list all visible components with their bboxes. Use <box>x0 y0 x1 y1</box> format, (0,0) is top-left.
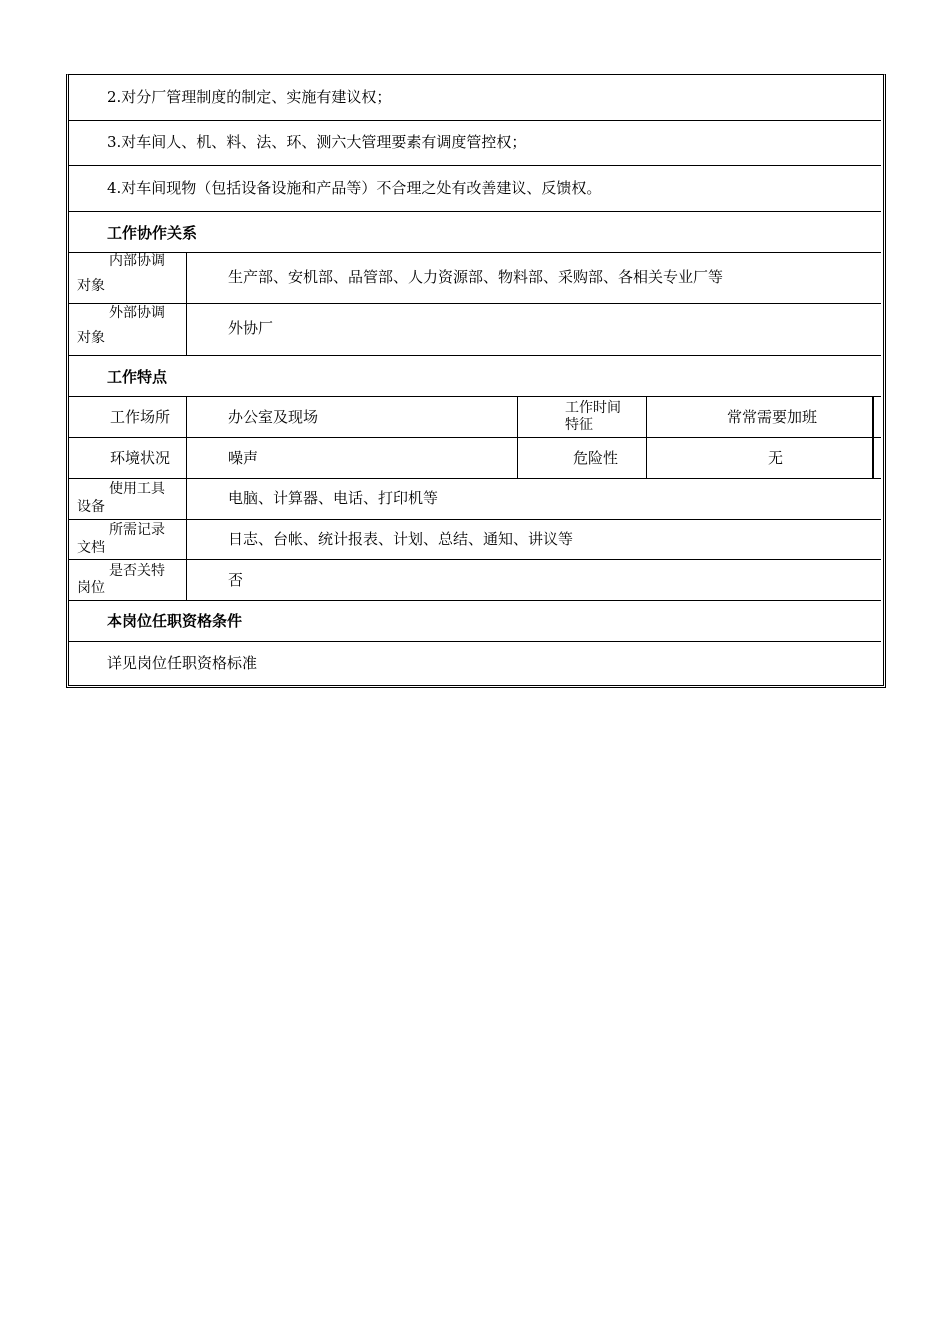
docs-label: 所需记录 <box>109 522 165 538</box>
job-description-table <box>66 74 886 688</box>
row-divider <box>69 252 881 253</box>
docs-label-cont: 文档 <box>77 540 105 556</box>
internal-label: 内部协调 <box>109 253 165 269</box>
column-divider <box>872 396 874 478</box>
external-label-cont: 对象 <box>77 330 105 346</box>
section-heading-cooperation: 工作协作关系 <box>107 224 198 242</box>
special-value: 否 <box>228 571 244 589</box>
tools-label-cont: 设备 <box>77 499 105 515</box>
row-divider <box>69 120 881 121</box>
tools-label: 使用工具 <box>109 481 165 497</box>
external-value: 外协厂 <box>228 319 274 337</box>
column-divider <box>517 396 518 478</box>
section-heading-qualification: 本岗位任职资格条件 <box>107 612 243 630</box>
column-divider <box>646 396 647 478</box>
right-item-3: 3.对车间人、机、料、法、环、测六大管理要素有调度管控权； <box>107 133 527 151</box>
column-divider <box>186 396 187 600</box>
right-item-4: 4.对车间现物（包括设备设施和产品等）不合理之处有改善建议、反馈权。 <box>107 179 602 197</box>
right-item-2: 2.对分厂管理制度的制定、实施有建议权； <box>107 88 392 106</box>
section-heading-features: 工作特点 <box>107 368 168 386</box>
row-divider <box>69 396 881 397</box>
column-divider <box>186 252 187 355</box>
row-divider <box>69 478 881 479</box>
danger-value: 无 <box>768 449 784 467</box>
place-label: 工作场所 <box>110 408 171 426</box>
place-value: 办公室及现场 <box>228 408 319 426</box>
row-divider <box>69 437 881 438</box>
env-value: 噪声 <box>228 449 259 467</box>
row-divider <box>69 355 881 356</box>
time-value: 常常需要加班 <box>727 408 818 426</box>
row-divider <box>69 641 881 642</box>
docs-value: 日志、台帐、统计报表、计划、总结、通知、讲议等 <box>228 530 574 548</box>
special-label-cont: 岗位 <box>77 580 105 596</box>
qualification-value: 详见岗位任职资格标准 <box>107 654 258 672</box>
internal-value: 生产部、安机部、品管部、人力资源部、物料部、采购部、各相关专业厂等 <box>228 268 724 286</box>
row-divider <box>69 559 881 560</box>
special-label: 是否关特 <box>109 563 165 579</box>
time-label-cont: 特征 <box>565 417 593 433</box>
danger-label: 危险性 <box>573 449 619 467</box>
external-label: 外部协调 <box>109 305 165 321</box>
tools-value: 电脑、计算器、电话、打印机等 <box>228 489 439 507</box>
row-divider <box>69 211 881 212</box>
time-label: 工作时间 <box>565 400 621 416</box>
row-divider <box>69 303 881 304</box>
internal-label-cont: 对象 <box>77 278 105 294</box>
row-divider <box>69 519 881 520</box>
env-label: 环境状况 <box>110 449 171 467</box>
row-divider <box>69 165 881 166</box>
row-divider <box>69 600 881 601</box>
